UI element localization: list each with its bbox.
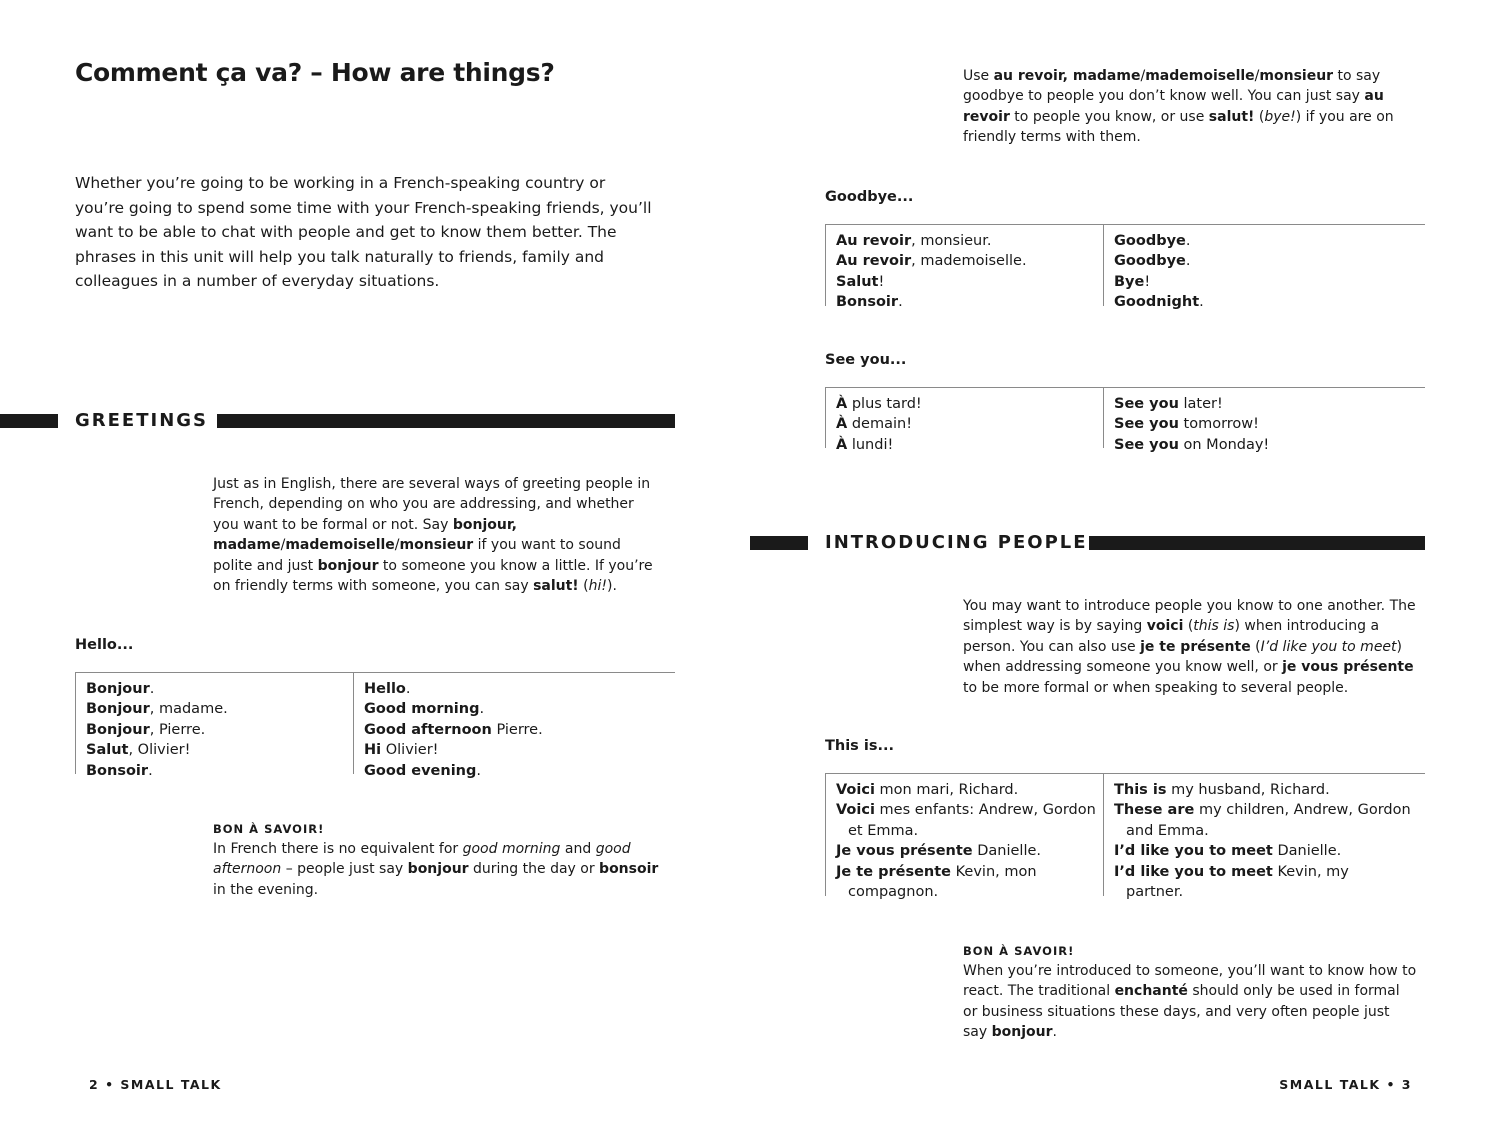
table-row xyxy=(836,231,1103,251)
phrase-keyword: Good afternoon xyxy=(364,721,492,738)
phrase-keyword: Voici xyxy=(836,802,875,819)
this-is-col-english xyxy=(1103,774,1425,901)
phrase-keyword: Goodbye xyxy=(1114,253,1186,270)
phrase-keyword: Hi xyxy=(364,742,382,759)
phrase-keyword: Goodnight xyxy=(1114,294,1200,311)
phrase-keyword: Bonjour xyxy=(86,701,150,718)
phrase-keyword: I’d like you to meet xyxy=(1114,843,1273,860)
this-is-table xyxy=(825,773,1425,901)
phrase-rest: ! xyxy=(878,273,885,290)
table-row xyxy=(836,780,1103,800)
hello-table xyxy=(75,672,675,779)
phrase-rest: . xyxy=(1185,253,1191,270)
phrase-keyword: Bonsoir xyxy=(86,762,149,779)
phrase-keyword: Au revoir xyxy=(836,233,912,249)
phrase-keyword: See you xyxy=(1114,416,1179,433)
goodbye-col-english xyxy=(1103,225,1425,311)
phrase-rest: . xyxy=(476,762,481,779)
phrase-rest: demain! xyxy=(847,416,913,433)
table-row xyxy=(86,740,353,760)
page-number: 3 xyxy=(1401,1077,1412,1092)
page-number: 2 xyxy=(89,1077,100,1092)
phrase-rest: ! xyxy=(1144,273,1151,290)
table-row xyxy=(1114,882,1425,902)
phrase-rest: . xyxy=(1199,294,1204,311)
footer-left xyxy=(89,1077,222,1092)
phrase-rest: Kevin, my xyxy=(1272,863,1349,880)
phrase-keyword: Salut xyxy=(836,273,879,290)
phrase-rest: my children, Andrew, Gordon xyxy=(1194,802,1411,819)
table-row xyxy=(1114,821,1425,841)
phrase-keyword: À xyxy=(836,416,848,433)
hello-table-label: Hello... xyxy=(75,637,134,653)
footer-label: SMALL TALK xyxy=(120,1077,222,1092)
phrase-keyword: These are xyxy=(1114,802,1195,819)
phrase-rest: and Emma. xyxy=(1126,822,1209,839)
phrase-rest: . xyxy=(149,681,155,697)
goodbye-table xyxy=(825,224,1425,311)
phrase-rest: mon mari, Richard. xyxy=(874,782,1019,798)
phrase-rest: . xyxy=(405,681,411,697)
section-bar-introducing xyxy=(1089,536,1425,550)
table-row xyxy=(1114,231,1425,251)
phrase-rest: . xyxy=(479,701,485,718)
table-row xyxy=(1114,272,1425,292)
greetings-heading: GREETINGS xyxy=(75,410,209,431)
phrase-rest: plus tard! xyxy=(847,396,922,412)
intro-paragraph: Whether you’re going to be working in a French-speaking country or you’re going to spend some time with your French-speaking friends, you’ll want to be able to chat with people and get to know them better. The phrases in this unit will help you talk naturally to friends, family and colleagues in a number of everyday situations. xyxy=(75,174,652,290)
phrase-rest: , Olivier! xyxy=(128,742,191,759)
this-is-table-label: This is... xyxy=(825,738,894,754)
goodbye-col-french xyxy=(825,225,1103,311)
phrase-rest: , Pierre. xyxy=(149,721,206,738)
table-row xyxy=(86,679,353,699)
phrase-keyword: À xyxy=(836,396,848,412)
table-row xyxy=(1114,435,1425,455)
introducing-paragraph: You may want to introduce people you know to one another. The simplest way is by saying voici (this is) when introducing a person. You can also use je te présente (I’d like you to meet) when addressing someone you know well, or je vous présente to be more formal or when speaking to several people. xyxy=(963,598,1416,696)
table-row xyxy=(836,251,1103,271)
table-row xyxy=(836,272,1103,292)
table-row xyxy=(1114,292,1425,312)
phrase-keyword: I’d like you to meet xyxy=(1114,863,1273,880)
table-row xyxy=(1114,251,1425,271)
phrase-keyword: Salut xyxy=(86,742,129,759)
phrase-rest: . xyxy=(1185,233,1191,249)
goodbye-table-label: Goodbye... xyxy=(825,189,914,205)
table-row xyxy=(364,699,675,719)
section-bar-greetings xyxy=(217,414,675,428)
phrase-rest: , monsieur. xyxy=(911,233,992,249)
table-row xyxy=(1114,394,1425,414)
phrase-rest: , madame. xyxy=(149,701,228,718)
phrase-keyword: Bye xyxy=(1114,273,1145,290)
phrase-keyword: Bonsoir xyxy=(836,294,899,311)
hello-col-english xyxy=(353,673,675,779)
phrase-keyword: Hello xyxy=(364,681,406,697)
table-row xyxy=(836,394,1103,414)
table-row xyxy=(86,720,353,740)
section-bar-right-stub xyxy=(750,536,808,550)
table-row xyxy=(836,841,1103,861)
note-box-right xyxy=(963,944,1418,1043)
phrase-keyword: Je vous présente xyxy=(836,843,973,860)
footer-label: SMALL TALK xyxy=(1279,1077,1381,1092)
see-you-col-french xyxy=(825,388,1103,453)
table-row xyxy=(1114,862,1425,882)
introducing-heading: INTRODUCING PEOPLE xyxy=(825,532,1088,553)
table-row xyxy=(836,821,1103,841)
section-bar-left-stub xyxy=(0,414,58,428)
phrase-keyword: Good morning xyxy=(364,701,480,718)
table-row xyxy=(836,862,1103,882)
phrase-rest: . xyxy=(148,762,153,779)
phrase-rest: my husband, Richard. xyxy=(1166,782,1330,798)
footer-separator: • xyxy=(1386,1077,1396,1092)
table-row xyxy=(86,761,353,781)
phrase-rest: on Monday! xyxy=(1178,436,1270,453)
phrase-rest: et Emma. xyxy=(848,822,919,839)
table-row xyxy=(364,740,675,760)
phrase-rest: mes enfants: Andrew, Gordon xyxy=(874,802,1096,819)
phrase-rest: tomorrow! xyxy=(1178,416,1259,433)
phrase-keyword: Voici xyxy=(836,782,875,798)
phrase-rest: , mademoiselle. xyxy=(911,253,1027,270)
phrase-rest: . xyxy=(898,294,903,311)
table-row xyxy=(836,882,1103,902)
table-row xyxy=(1114,414,1425,434)
phrase-rest: compagnon. xyxy=(848,884,939,901)
phrase-rest: lundi! xyxy=(847,436,894,453)
table-row xyxy=(364,679,675,699)
greetings-paragraph: Just as in English, there are several ways of greeting people in French, depending on who you are addressing, and whether you want to be formal or not. Say bonjour, madame/mademoiselle/monsieur if you want to sound polite and just bonjour to someone you know a little. If you’re on friendly terms with someone, you can say salut! (hi!). xyxy=(213,476,653,595)
phrase-keyword: Je te présente xyxy=(836,863,952,880)
page-title: Comment ça va? – How are things? xyxy=(75,58,555,87)
note-box-left xyxy=(213,822,663,900)
phrase-keyword: See you xyxy=(1114,436,1179,453)
table-row xyxy=(1114,780,1425,800)
phrase-keyword: See you xyxy=(1114,396,1179,412)
phrase-rest: later! xyxy=(1178,396,1223,412)
phrase-keyword: Au revoir xyxy=(836,253,912,270)
table-row xyxy=(86,699,353,719)
see-you-table xyxy=(825,387,1425,453)
footer-separator: • xyxy=(105,1077,115,1092)
table-row xyxy=(836,292,1103,312)
table-row xyxy=(364,761,675,781)
note-text: In French there is no equivalent for good morning and good afternoon – people just say bonjour during the day or bonsoir in the evening. xyxy=(213,841,659,898)
phrase-keyword: À xyxy=(836,436,848,453)
phrase-keyword: This is xyxy=(1114,782,1167,798)
table-row xyxy=(836,800,1103,820)
phrase-rest: Danielle. xyxy=(972,843,1042,860)
table-row xyxy=(1114,841,1425,861)
phrase-rest: Kevin, mon xyxy=(951,863,1037,880)
goodbye-paragraph: Use au revoir, madame/mademoiselle/monsieur to say goodbye to people you don’t know well. You can just say au revoir to people you know, or use salut! (bye!) if you are on friendly terms with them. xyxy=(963,68,1394,146)
phrase-rest: partner. xyxy=(1126,884,1184,901)
table-row xyxy=(836,435,1103,455)
note-heading: BON À SAVOIR! xyxy=(213,822,325,836)
this-is-col-french xyxy=(825,774,1103,901)
note-heading: BON À SAVOIR! xyxy=(963,944,1075,958)
table-row xyxy=(364,720,675,740)
table-row xyxy=(1114,800,1425,820)
phrase-rest: Pierre. xyxy=(491,721,543,738)
phrase-keyword: Goodbye xyxy=(1114,233,1186,249)
phrase-keyword: Bonjour xyxy=(86,721,150,738)
phrase-rest: Danielle. xyxy=(1272,843,1342,860)
footer-right xyxy=(1279,1077,1412,1092)
table-row xyxy=(836,414,1103,434)
phrase-keyword: Good evening xyxy=(364,762,477,779)
note-text: When you’re introduced to someone, you’ll want to know how to react. The traditional enchanté should only be used in formal or business situations these days, and very often people just say bonjour. xyxy=(963,963,1417,1041)
see-you-col-english xyxy=(1103,388,1425,453)
phrase-rest: Olivier! xyxy=(381,742,439,759)
see-you-table-label: See you... xyxy=(825,352,907,368)
phrase-keyword: Bonjour xyxy=(86,681,150,697)
hello-col-french xyxy=(75,673,353,779)
